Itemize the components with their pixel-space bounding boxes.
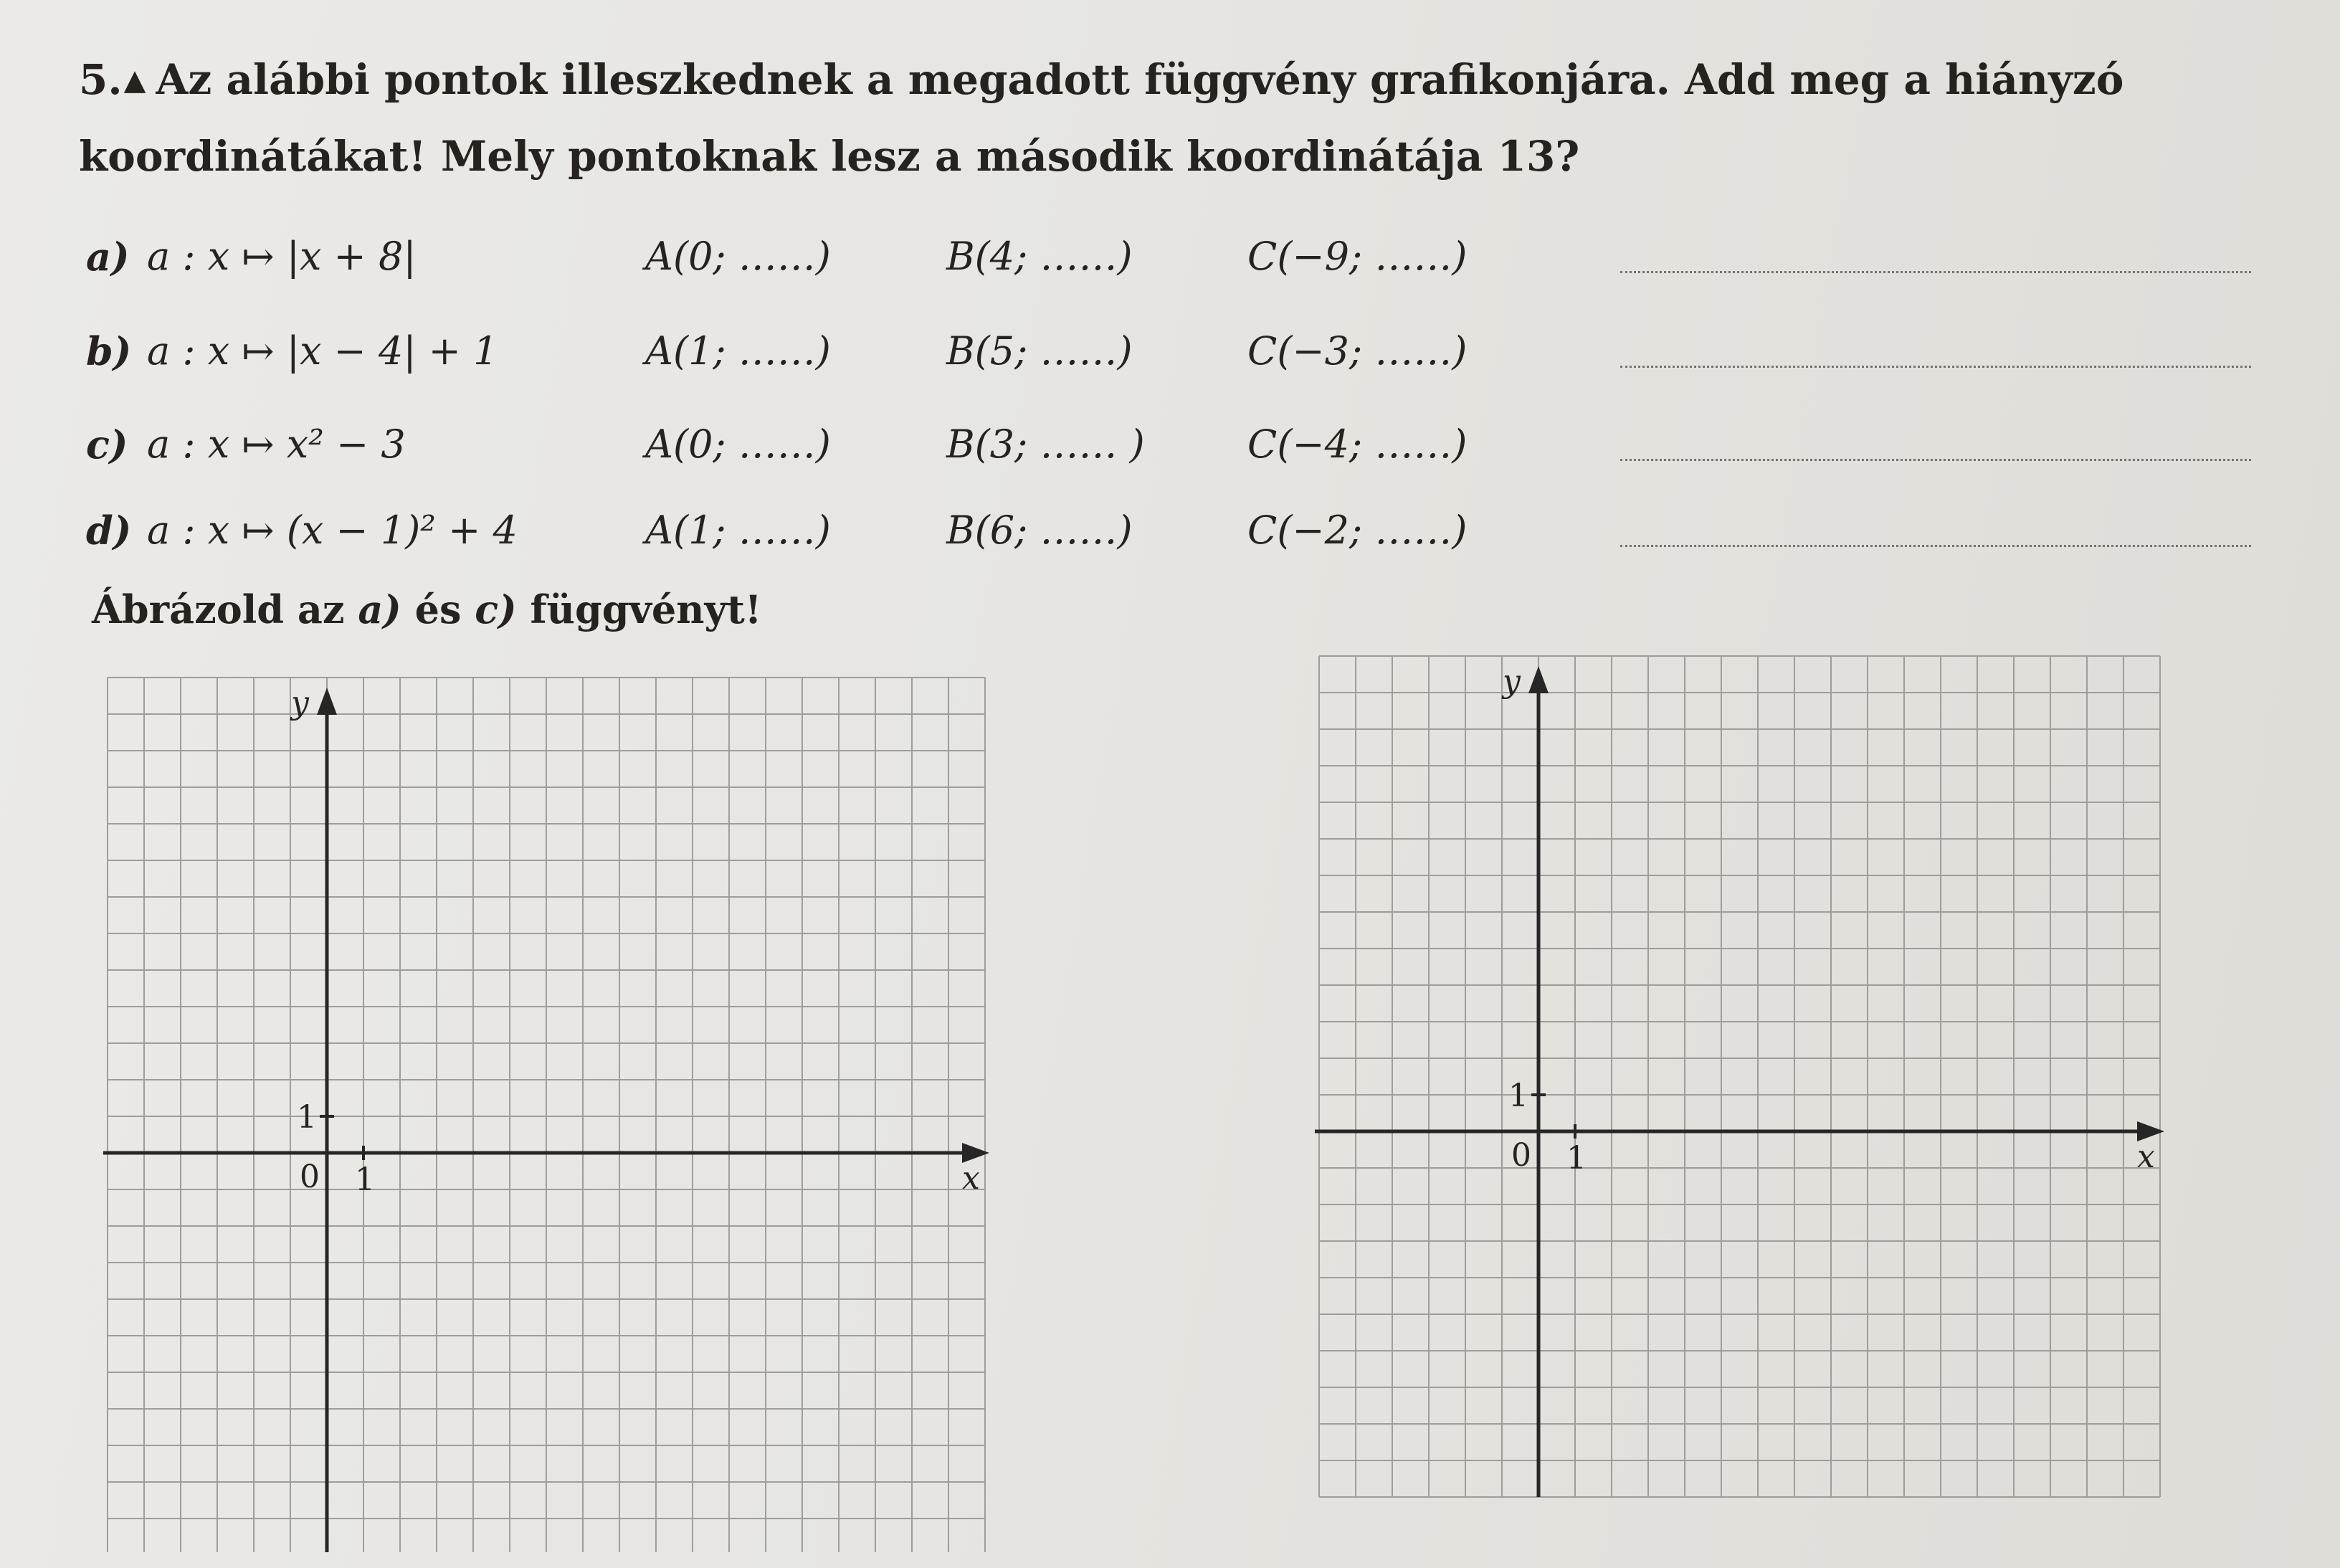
x-axis-label: x	[2137, 1139, 2155, 1175]
y-unit-label: 1	[297, 1099, 317, 1136]
task-row-d	[86, 502, 2237, 559]
function-formula: a : x ↦ |x + 8|	[147, 234, 417, 279]
task-label: d)	[86, 508, 132, 553]
grid-svg	[1312, 649, 2187, 1516]
instruction-text: Ábrázold az a) és c) függvényt!	[92, 586, 762, 632]
answer-line	[1620, 545, 2251, 547]
point-b: B(3; …… )	[946, 422, 1145, 467]
exercise-number: 5.▲	[79, 55, 146, 104]
function-formula: a : x ↦ |x − 4| + 1	[147, 328, 498, 374]
point-b: B(4; ……)	[946, 234, 1133, 279]
x-unit-label: 1	[355, 1161, 375, 1198]
origin-label: 0	[1511, 1137, 1531, 1174]
point-a: A(1; ……)	[645, 508, 831, 553]
y-axis-arrow-icon	[317, 688, 337, 715]
task-label: a)	[86, 234, 130, 280]
y-axis-label: y	[1503, 663, 1521, 700]
exercise-header	[79, 42, 2244, 194]
point-a: A(0; ……)	[645, 422, 831, 467]
answer-line	[1620, 459, 2251, 461]
point-a: A(1; ……)	[645, 328, 831, 374]
task-label: c)	[86, 422, 128, 467]
point-a: A(0; ……)	[645, 234, 831, 279]
coordinate-grid-left[interactable]	[100, 670, 989, 1552]
function-formula: a : x ↦ (x − 1)² + 4	[147, 508, 518, 553]
answer-line	[1620, 366, 2251, 368]
grid-lines	[108, 678, 985, 1552]
exercise-text: Az alábbi pontok illeszkednek a megadott függvény grafikonjára. Add meg a hiányzó koordinátákat! Mely pontoknak lesz a második koordinátája 13?	[79, 55, 2124, 181]
point-b: B(6; ……)	[946, 508, 1133, 553]
grid-svg	[100, 670, 989, 1552]
origin-label: 0	[300, 1159, 320, 1195]
point-c: C(−9; ……)	[1247, 234, 1468, 279]
point-c: C(−2; ……)	[1247, 508, 1468, 553]
grid-lines	[1319, 656, 2160, 1497]
task-label: b)	[86, 328, 132, 374]
task-row-b	[86, 323, 2237, 380]
y-axis-arrow-icon	[1528, 666, 1549, 693]
point-b: B(5; ……)	[946, 328, 1133, 374]
point-c: C(−3; ……)	[1247, 328, 1468, 374]
x-axis-label: x	[962, 1160, 980, 1197]
x-unit-label: 1	[1566, 1140, 1587, 1177]
difficulty-triangle-icon: ▲	[123, 63, 146, 97]
task-row-a	[86, 228, 2237, 285]
function-formula: a : x ↦ x² − 3	[147, 422, 406, 467]
answer-line	[1620, 271, 2251, 273]
coordinate-grid-right[interactable]	[1312, 649, 2187, 1516]
y-unit-label: 1	[1508, 1078, 1528, 1114]
task-row-c	[86, 416, 2237, 473]
y-axis-label: y	[291, 685, 309, 721]
point-c: C(−4; ……)	[1247, 422, 1468, 467]
